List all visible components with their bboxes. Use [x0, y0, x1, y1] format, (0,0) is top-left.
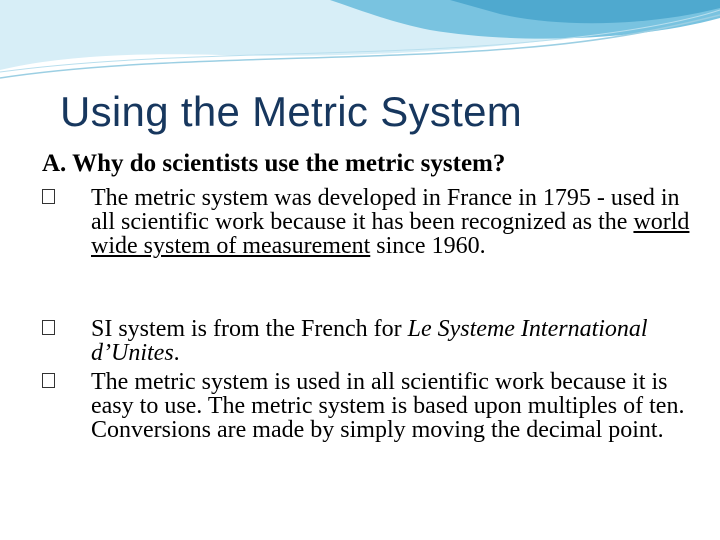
bullet-text: The metric system is used in all scientific work because it is easy to use. The metric system is based upon multiples of ten. Conversions are made by simply moving the decimal point. — [91, 369, 685, 443]
square-bullet-icon — [42, 373, 55, 388]
slide-title: Using the Metric System — [60, 88, 523, 135]
bullet-text-part: SI system is from the French for — [91, 316, 408, 342]
bullet-text — [91, 186, 691, 258]
bullet-text — [91, 317, 691, 365]
bullet-text-part: The metric system was developed in France in 1795 - used in all scientific work because it has been recognized as the — [91, 185, 680, 235]
square-bullet-icon — [42, 320, 55, 335]
bullet-text-part: . — [173, 340, 180, 366]
italic-phrase: Le Systeme International d’Unites — [91, 316, 648, 366]
square-bullet-icon — [42, 189, 55, 204]
section-heading: A. Why do scientists use the metric system? — [42, 150, 506, 177]
header-wave-decoration — [0, 0, 720, 90]
underlined-phrase: world wide system of measurement — [91, 209, 690, 259]
bullet-text-part: since 1960. — [370, 233, 486, 259]
